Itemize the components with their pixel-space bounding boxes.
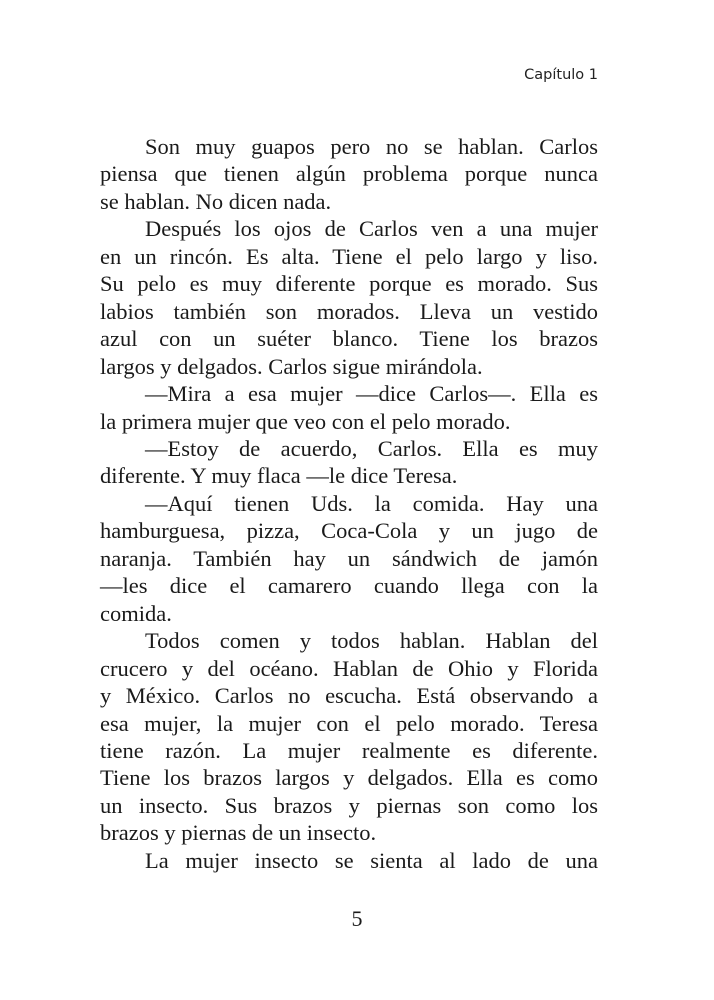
text-line: piensa que tienen algún problema porque nunca — [100, 161, 598, 187]
text-line: Son muy guapos pero no se hablan. Carlos — [145, 134, 598, 159]
text-line: la primera mujer que veo con el pelo morado. — [100, 408, 511, 434]
paragraph — [100, 435, 598, 490]
paragraph — [100, 133, 598, 215]
text-line: Su pelo es muy diferente porque es morado. Sus — [100, 271, 598, 297]
text-line: —Mira a esa mujer —dice Carlos—. Ella es — [145, 381, 598, 407]
text-line: naranja. También hay un sándwich de jamón — [100, 545, 598, 571]
text-line: —Estoy de acuerdo, Carlos. Ella es muy — [145, 435, 598, 461]
paragraph — [100, 215, 598, 380]
text-line: y México. Carlos no escucha. Está observando a — [100, 683, 598, 709]
text-line: tiene razón. La mujer realmente es diferente. — [100, 737, 598, 763]
paragraph — [100, 380, 598, 435]
running-header-chapter: Capítulo 1 — [524, 67, 598, 83]
paragraph — [100, 847, 598, 874]
text-line: brazos y piernas de un insecto. — [100, 820, 377, 846]
page-number: 5 — [351, 906, 363, 931]
text-line: —Aquí tienen Uds. la comida. Hay una — [145, 490, 598, 516]
text-line: Todos comen y todos hablan. Hablan del — [145, 628, 598, 654]
text-line: —les dice el camarero cuando llega con la — [100, 573, 598, 599]
paragraph — [100, 490, 598, 627]
text-line: un insecto. Sus brazos y piernas son como los — [100, 792, 598, 818]
text-line: se hablan. No dicen nada. — [100, 188, 332, 214]
text-line: azul con un suéter blanco. Tiene los brazos — [100, 326, 598, 352]
text-line: hamburguesa, pizza, Coca-Cola y un jugo de — [100, 518, 598, 544]
text-line: Tiene los brazos largos y delgados. Ella es como — [100, 765, 598, 791]
text-line: esa mujer, la mujer con el pelo morado. Teresa — [100, 710, 598, 736]
text-line: labios también son morados. Lleva un vestido — [100, 298, 598, 324]
text-line: comida. — [100, 600, 172, 626]
body-text — [100, 133, 598, 874]
paragraph — [100, 627, 598, 847]
text-line: La mujer insecto se sienta al lado de una — [145, 847, 598, 873]
text-line: crucero y del océano. Hablan de Ohio y Florida — [100, 655, 598, 681]
text-line: largos y delgados. Carlos sigue mirándola. — [100, 353, 483, 379]
text-line: en un rincón. Es alta. Tiene el pelo largo y liso. — [100, 243, 598, 269]
text-line: Después los ojos de Carlos ven a una mujer — [145, 216, 598, 242]
text-line: diferente. Y muy flaca —le dice Teresa. — [100, 463, 458, 489]
